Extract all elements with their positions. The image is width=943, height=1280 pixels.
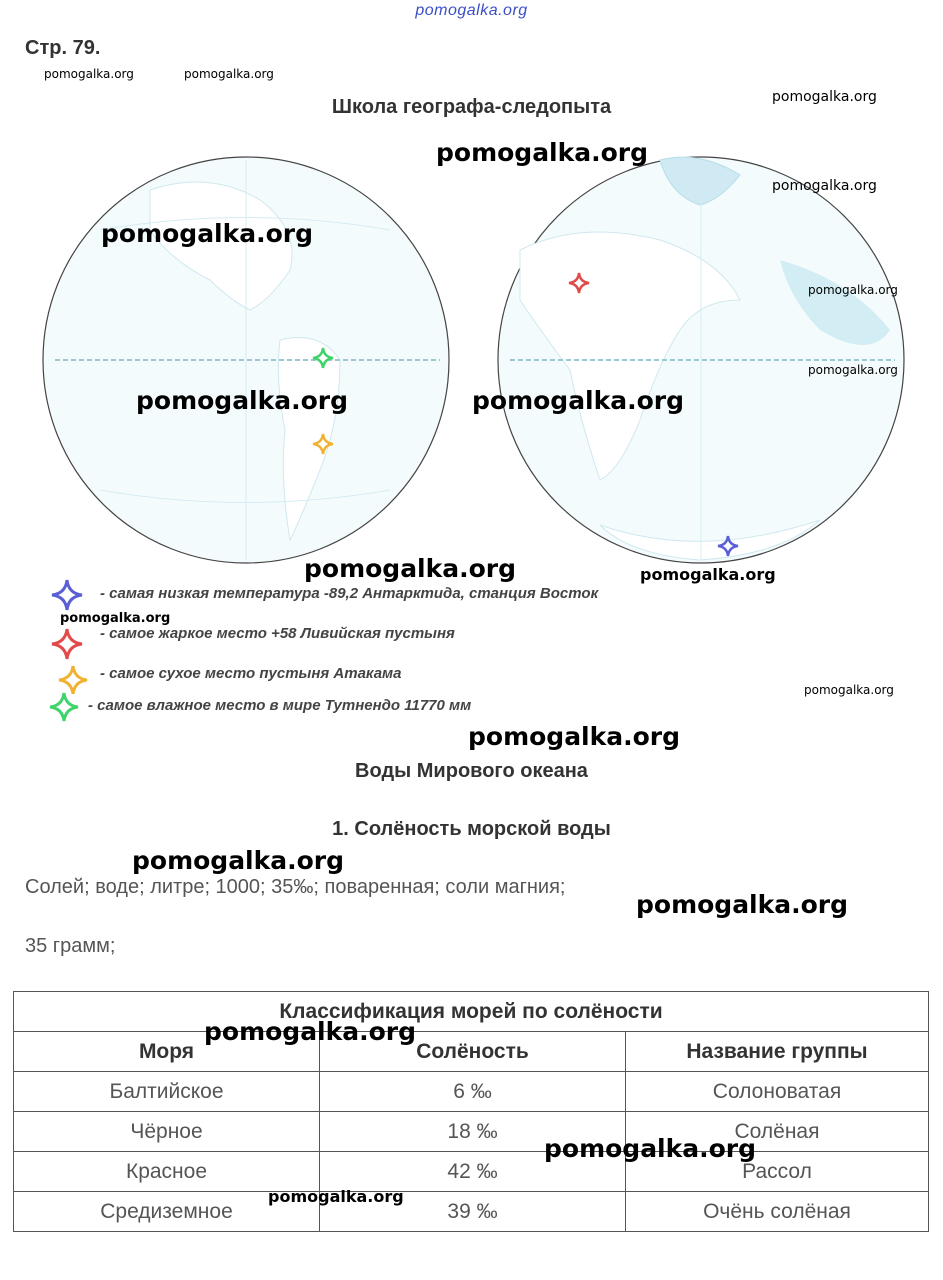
cell-group: Солоноватая	[626, 1072, 929, 1112]
table-title: Классификация морей по солёности	[14, 992, 929, 1032]
cell-group: Очёнь солёная	[626, 1192, 929, 1232]
column-header-group-name: Название группы	[626, 1032, 929, 1072]
watermark: pomogalka.org	[268, 1187, 404, 1206]
table-title-row	[14, 992, 929, 1032]
cell-salinity: 18 ‰	[320, 1112, 626, 1152]
watermark: pomogalka.org	[468, 722, 681, 751]
green-star-marker	[311, 346, 335, 370]
table-row	[14, 1192, 929, 1232]
table-row	[14, 1072, 929, 1112]
red-star-marker	[567, 271, 591, 295]
legend-item-lowest-temperature: - самая низкая температура -89,2 Антарктида, станция Восток	[100, 585, 599, 602]
column-header-seas: Моря	[14, 1032, 320, 1072]
legend-blue-star-icon	[50, 578, 84, 612]
table-header-row	[14, 1032, 929, 1072]
watermark: pomogalka.org	[472, 386, 685, 415]
eastern-hemisphere-map	[498, 157, 904, 563]
watermark: pomogalka.org	[101, 219, 314, 248]
cell-salinity: 6 ‰	[320, 1072, 626, 1112]
table-row	[14, 1112, 929, 1152]
watermark: pomogalka.org	[204, 1017, 417, 1046]
cell-group: Солёная	[626, 1112, 929, 1152]
blue-star-marker	[716, 534, 740, 558]
watermark: pomogalka.org	[44, 67, 134, 81]
orange-star-marker	[311, 432, 335, 456]
watermark: pomogalka.org	[436, 138, 649, 167]
cell-salinity: 39 ‰	[320, 1192, 626, 1232]
legend-green-star-icon	[48, 691, 80, 723]
table-row	[14, 1152, 929, 1192]
watermark: pomogalka.org	[184, 67, 274, 81]
cell-group: Рассол	[626, 1152, 929, 1192]
cell-sea: Балтийское	[14, 1072, 320, 1112]
watermark: pomogalka.org	[808, 363, 898, 377]
cell-sea: Чёрное	[14, 1112, 320, 1152]
salinity-table	[13, 991, 929, 1232]
legend-item-driest-place: - самое сухое место пустыня Атакама	[100, 665, 402, 682]
watermark: pomogalka.org	[772, 178, 877, 194]
watermark: pomogalka.org	[304, 554, 517, 583]
watermark: pomogalka.org	[808, 283, 898, 297]
site-header-link[interactable]: pomogalka.org	[415, 2, 528, 19]
legend-red-star-icon	[50, 627, 84, 661]
cell-sea: Красное	[14, 1152, 320, 1192]
watermark: pomogalka.org	[60, 611, 171, 626]
watermark: pomogalka.org	[772, 89, 877, 105]
western-hemisphere-map	[43, 157, 449, 563]
section-title-geography: Школа географа-следопыта	[331, 96, 612, 118]
page-reference: Стр. 79.	[25, 37, 101, 59]
watermark: pomogalka.org	[132, 846, 345, 875]
answer-line-2: 35 грамм;	[25, 935, 116, 957]
section-title-ocean-waters: Воды Мирового океана	[355, 760, 588, 782]
legend-item-wettest-place: - самое влажное место в мире Тутнендо 11770 мм	[88, 697, 472, 714]
watermark: pomogalka.org	[640, 565, 776, 584]
legend-item-hottest-place: - самое жаркое место +58 Ливийская пустыня	[100, 625, 455, 642]
watermark: pomogalka.org	[544, 1134, 757, 1163]
answer-line-1: Солей; воде; литре; 1000; 35‰; поваренная; соли магния;	[25, 876, 566, 898]
cell-sea: Средиземное	[14, 1192, 320, 1232]
column-header-salinity: Солёность	[320, 1032, 626, 1072]
watermark: pomogalka.org	[636, 890, 849, 919]
watermark: pomogalka.org	[804, 683, 894, 697]
watermark: pomogalka.org	[136, 386, 349, 415]
cell-salinity: 42 ‰	[320, 1152, 626, 1192]
hemisphere-maps	[0, 0, 943, 580]
subsection-title-salinity: 1. Солёность морской воды	[332, 818, 611, 840]
